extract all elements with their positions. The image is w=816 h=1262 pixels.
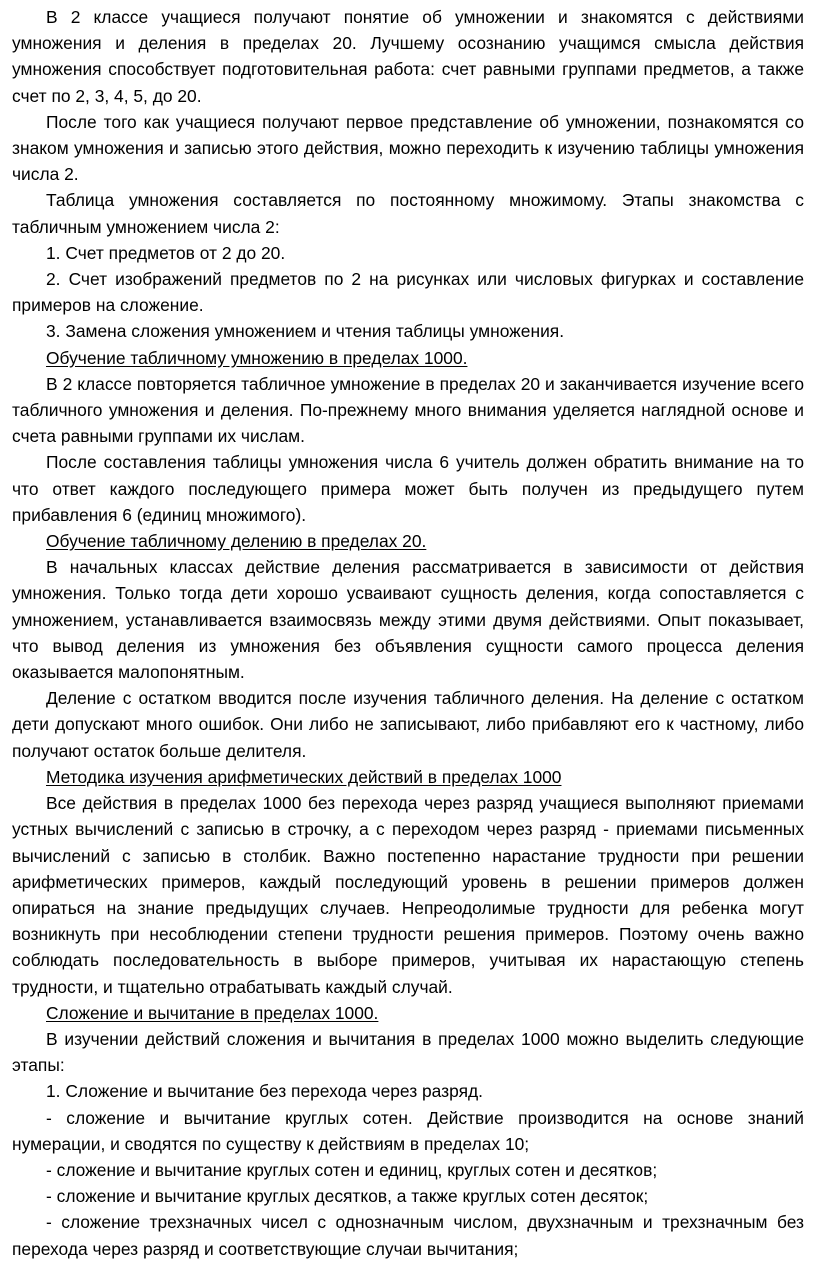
list-item-three-digit: - сложение трехзначных чисел с однозначным числом, двухзначным и трехзначным без перехода через разряд и соответствующие случаи вычитания; [12, 1212, 804, 1259]
paragraph-table-of-two: После того как учащиеся получают первое представление об умножении, познакомятся со знаком умножения и записью этого действия, можно переходить к изучению таблицы умножения числа 2. [12, 111, 804, 185]
section-heading-text: Методика изучения арифметических действий в пределах 1000 [46, 766, 562, 787]
section-heading-text: Сложение и вычитание в пределах 1000. [46, 1002, 379, 1023]
list-item-hundreds-units: - сложение и вычитание круглых сотен и единиц, круглых сотен и десятков; [46, 1159, 658, 1180]
paragraph-grade-2-repeat: В 2 классе повторяется табличное умножение в пределах 20 и заканчивается изучение всего табличного умножения и деления. По-прежнему много внимания уделяется наглядной основе и счета равными группами их числам. [12, 373, 804, 447]
section-heading-addition-subtraction [12, 1000, 804, 1026]
list-item-stage-1: 1. Счет предметов от 2 до 20. [46, 242, 286, 263]
list-item-round-tens: - сложение и вычитание круглых десятков, а также круглых сотен десяток; [46, 1186, 649, 1207]
paragraph-intro-multiplication: В 2 классе учащиеся получают понятие об умножении и знакомятся с действиями умножения и деления в пределах 20. Лучшему осознанию учащимся смысла действия умножения способствует подготовительная работа: счет равными группами предметов, а также счет по 2, 3, 4, 5, до 20. [12, 7, 804, 106]
paragraph-table-stages: Таблица умножения составляется по постоянному множимому. Этапы знакомства с табличным умножением числа 2: [12, 190, 804, 237]
section-heading-text: Обучение табличному делению в пределах 20. [46, 531, 427, 552]
section-heading-division-20 [12, 528, 804, 554]
list-item-no-carry: 1. Сложение и вычитание без перехода через разряд. [46, 1081, 484, 1102]
section-heading-text: Обучение табличному умножению в пределах 1000. [46, 347, 468, 368]
list-item-stage-3: 3. Замена сложения умножением и чтения таблицы умножения. [46, 321, 565, 342]
section-heading-multiplication-1000 [12, 345, 804, 371]
paragraph-table-of-six: После составления таблицы умножения числа 6 учитель должен обратить внимание на то что ответ каждого последующего примера может быть получен из предыдущего путем прибавления 6 (единиц множимого). [12, 452, 804, 525]
section-heading-arithmetic-methods [12, 764, 804, 790]
paragraph-arithmetic-methods: Все действия в пределах 1000 без перехода через разряд учащиеся выполняют приемами устных вычислений с записью в строчку, а с переходом через разряд - приемами письменных вычислений с записью в столбик. Важно постепенно нарастание трудности при решении арифметических примеров, каждый последующий уровень в решении примеров должен опираться на знание предыдущих случаев. Непреодолимые трудности для ребенка могут возникнуть при несоблюдении степени трудности решения примеров. Поэтому очень важно соблюдать последовательность в выборе примеров, учитывая их нарастающую степень трудности, и тщательно отрабатывать каждый случай. [12, 793, 804, 997]
list-item-round-hundreds: - сложение и вычитание круглых сотен. Действие производится на основе знаний нумерации, и сводятся по существу к действиям в пределах 10; [12, 1107, 804, 1154]
document-page [12, 4, 804, 1262]
paragraph-division-concept: В начальных классах действие деления рассматривается в зависимости от действия умножения. Только тогда дети хорошо усваивают сущность деления, когда сопоставляется с умножением, устанавливается взаимосвязь между этими двумя действиями. Опыт показывает, что вывод деления из умножения без объявления сущности самого процесса деления оказывается малопонятным. [12, 557, 804, 683]
paragraph-division-remainder: Деление с остатком вводится после изучения табличного деления. На деление с остатком дети допускают много ошибок. Они либо не записывают, либо прибавляют его к частному, либо получают остаток больше делителя. [12, 688, 804, 761]
paragraph-stages-intro: В изучении действий сложения и вычитания в пределах 1000 можно выделить следующие этапы: [12, 1028, 804, 1076]
list-item-stage-2: 2. Счет изображений предметов по 2 на рисунках или числовых фигурках и составление примеров на сложение. [12, 269, 804, 316]
